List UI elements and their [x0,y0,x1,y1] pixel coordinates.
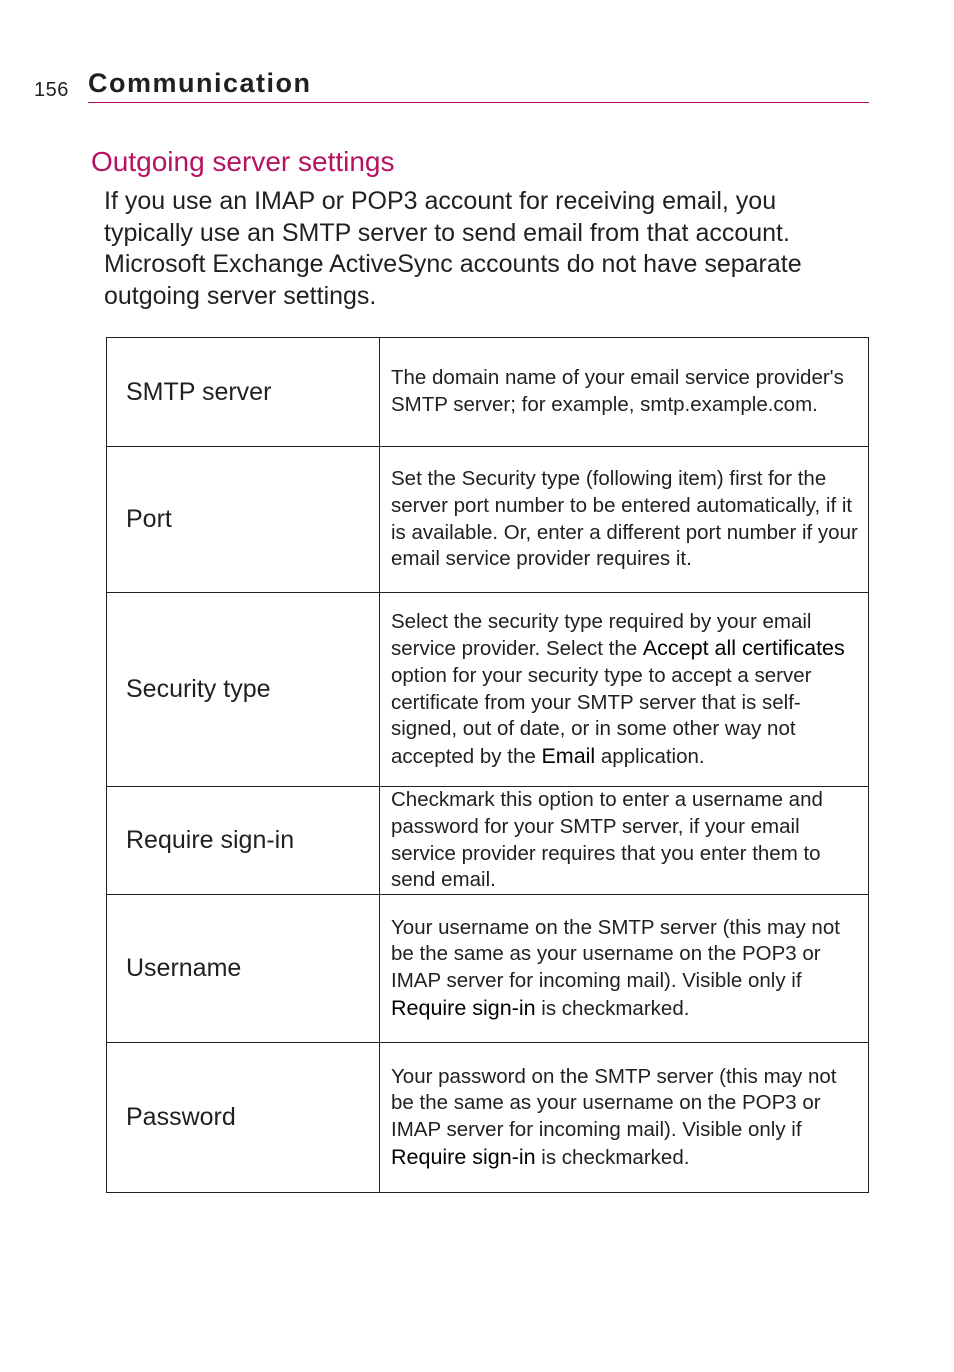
setting-description [380,338,869,447]
setting-description [380,1043,869,1193]
setting-term: Username [107,895,380,1043]
setting-term: Require sign-in [107,787,380,895]
setting-term: Security type [107,593,380,787]
description-text: Your username on the SMTP server (this may not be the same as your username on the POP3 or IMAP server for incoming mail). Visible only if [391,915,840,992]
chapter-title: Communication [88,68,312,98]
description-text: option for your security type to accept a server certificate from your SMTP server that is self-signed, out of date, or in some other way not accepted by the [391,663,812,768]
setting-description [380,447,869,593]
setting-term: SMTP server [107,338,380,447]
table-row [107,1043,869,1193]
description-text: Set the Security type (following item) first for the server port number to be entered automatically, if it is available. Or, enter a different port number if your email service provider requires it. [391,467,858,571]
option-name: Require sign-in [391,1144,536,1169]
setting-description [380,593,869,787]
description-text: Checkmark this option to enter a username and password for your SMTP server, if your email service provider requires that you enter them to send email. [391,788,823,892]
description-text: The domain name of your email service provider's SMTP server; for example, smtp.example.com. [391,366,844,416]
section-heading: Outgoing server settings [91,146,395,177]
setting-description [380,787,869,895]
intro-paragraph: If you use an IMAP or POP3 account for receiving email, you typically use an SMTP server to send email from that account. Microsoft Exchange ActiveSync accounts do not have separate outgoing server settings. [104,187,802,311]
setting-term: Password [107,1043,380,1193]
setting-description [380,895,869,1043]
settings-table [106,337,869,1193]
setting-term: Port [107,447,380,593]
table-row [107,338,869,447]
option-name: Accept all certificates [642,636,845,661]
option-name: Require sign-in [391,995,536,1020]
app-name: Email [541,743,596,768]
description-text: is checkmarked. [535,1145,690,1169]
description-text: application. [595,744,705,768]
table-row [107,895,869,1043]
page-number: 156 [34,79,69,101]
table-row [107,593,869,787]
chapter-rule [88,102,869,103]
table-row [107,447,869,593]
description-text: is checkmarked. [535,996,690,1020]
description-text: Select the security type required by your email service provider. Select the [391,609,812,661]
description-text: Your password on the SMTP server (this may not be the same as your username on the POP3 or IMAP server for incoming mail). Visible only if [391,1064,837,1141]
table-row [107,787,869,895]
